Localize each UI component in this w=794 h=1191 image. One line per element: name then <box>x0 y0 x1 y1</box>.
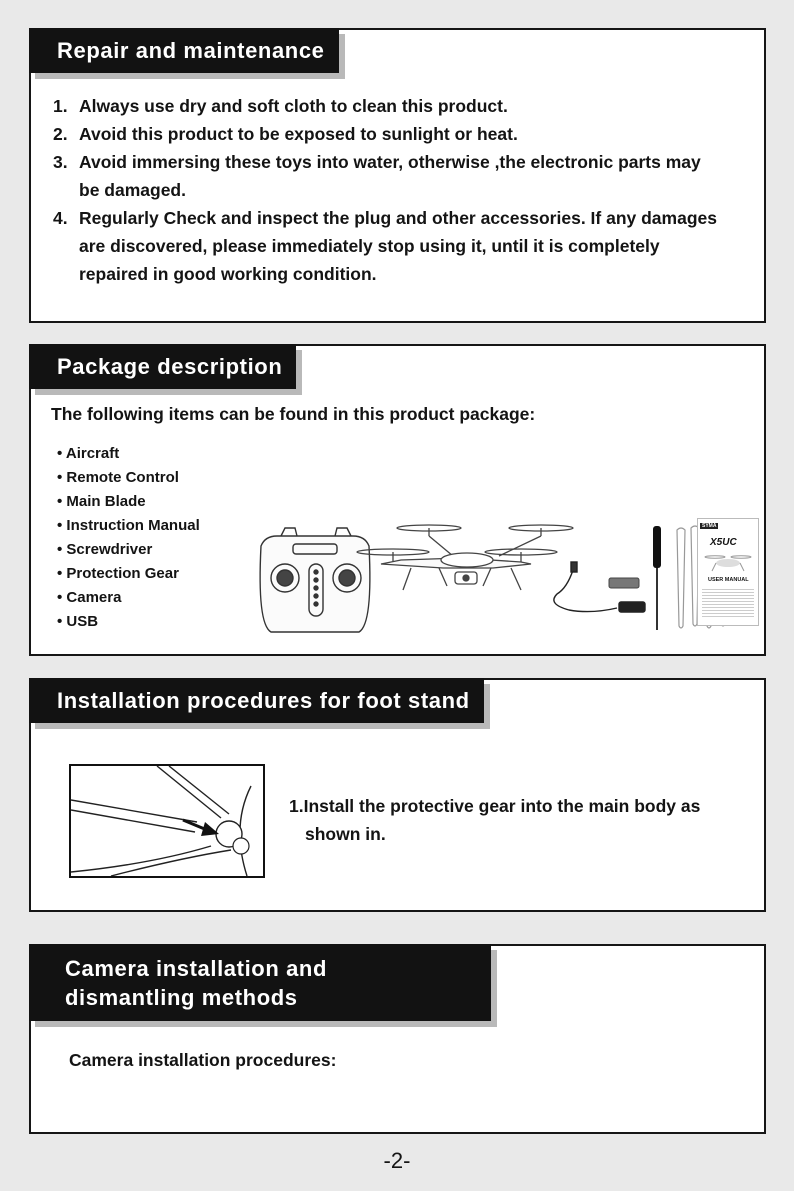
section-header-package <box>29 344 296 389</box>
manual-brand: SYMA <box>702 523 717 529</box>
list-item: • Screwdriver <box>57 541 153 558</box>
package-contents-illustration <box>231 506 761 646</box>
list-item: 4. Regularly Check and inspect the plug and other accessories. If any damages are discovered, please immediately stop using it, until it is completely repaired in good working condition. <box>53 208 717 284</box>
list-item: 2. Avoid this product to be exposed to sunlight or heat. <box>53 124 518 144</box>
list-item: 1. Always use dry and soft cloth to clean this product. <box>53 96 508 116</box>
list-item: 3. Avoid immersing these toys into water, otherwise ,the electronic parts may be damaged. <box>53 152 701 200</box>
manual-title: USER MANUAL <box>708 577 749 583</box>
section-header-camera <box>29 944 491 1021</box>
camera-subtitle: Camera installation procedures: <box>69 1050 337 1070</box>
foot-stand-diagram <box>69 764 265 878</box>
list-item: • USB <box>57 613 99 630</box>
section-title: Installation procedures for foot stand <box>57 688 470 713</box>
section-header-repair <box>29 28 339 73</box>
instruction-manual-cover <box>697 518 759 626</box>
section-header-foot-stand <box>29 678 484 723</box>
list-item: • Aircraft <box>57 445 120 462</box>
battery-icon <box>609 578 639 588</box>
section-title: Repair and maintenance <box>57 38 325 63</box>
section-title-line1: Camera installation and <box>65 956 327 981</box>
foot-stand-section <box>29 678 766 912</box>
camera-section <box>29 944 766 1134</box>
list-item: • Protection Gear <box>57 565 179 582</box>
list-item: • Main Blade <box>57 493 146 510</box>
list-item: • Camera <box>57 589 122 606</box>
list-item: • Instruction Manual <box>57 517 200 534</box>
package-section <box>29 344 766 656</box>
package-intro: The following items can be found in this product package: <box>51 404 536 424</box>
repair-section <box>29 28 766 323</box>
list-item: • Remote Control <box>57 469 179 486</box>
section-title: Package description <box>57 354 283 379</box>
foot-stand-step: 1.Install the protective gear into the main body as shown in. <box>289 796 701 844</box>
aircraft-icon <box>357 525 573 590</box>
page-number: -2- <box>383 1148 411 1173</box>
screwdriver-icon <box>653 526 661 630</box>
manual-model: X5UC <box>710 537 737 548</box>
remote-control-icon <box>260 528 370 632</box>
package-items-list <box>57 442 200 634</box>
section-title-line2: dismantling methods <box>65 985 298 1010</box>
repair-steps-list <box>53 92 719 288</box>
manual-text-lines <box>702 587 754 617</box>
manual-drone-image <box>702 551 754 573</box>
